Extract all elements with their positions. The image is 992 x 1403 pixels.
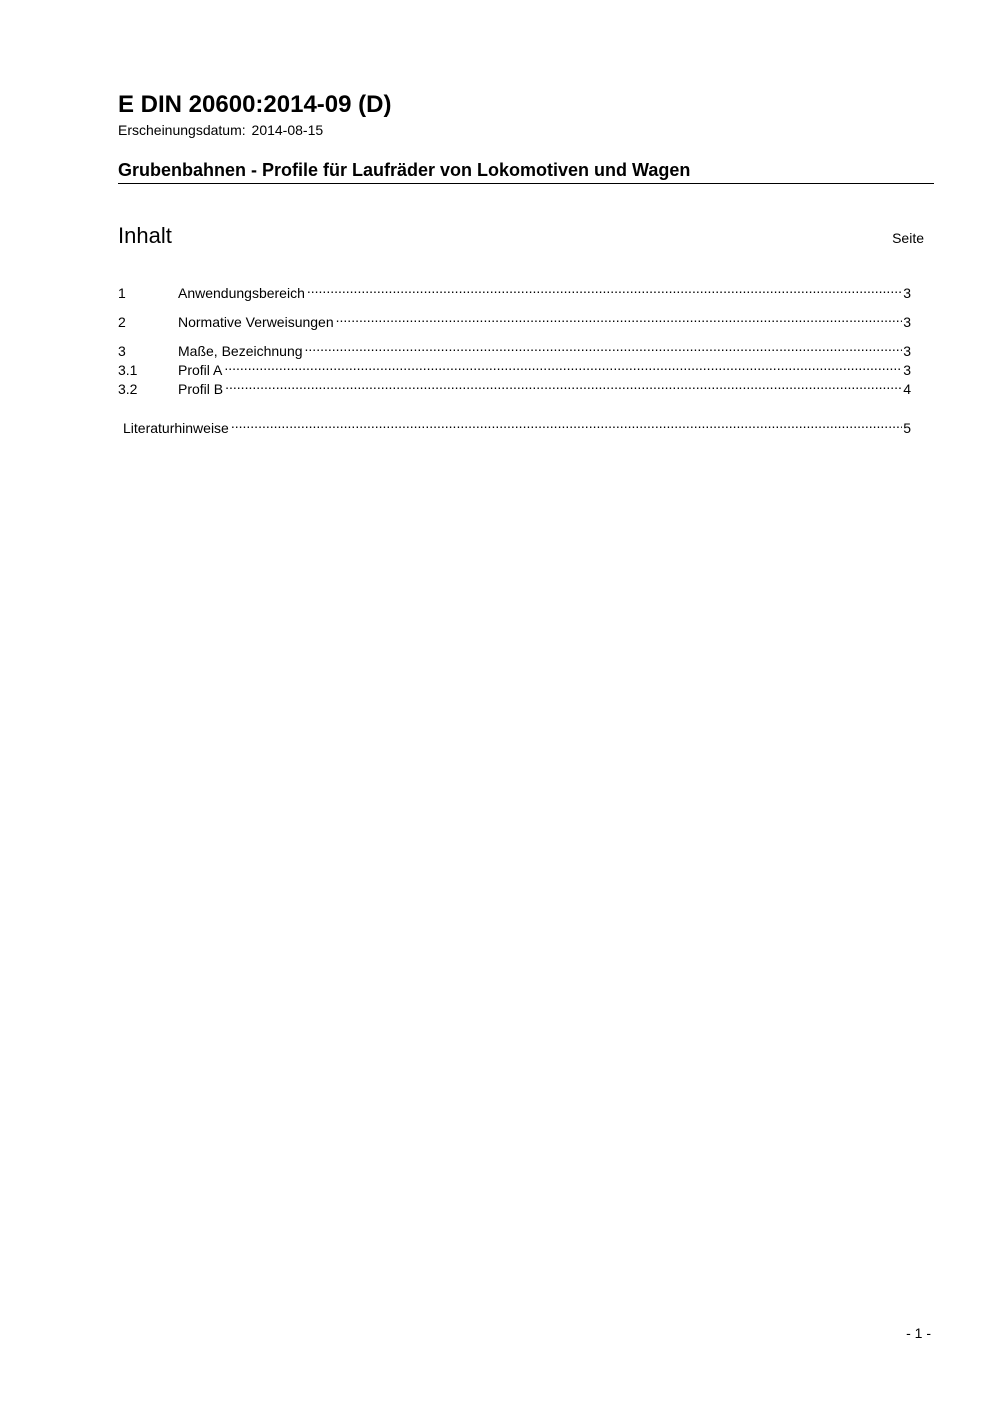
toc-entry[interactable]	[118, 336, 911, 359]
document-title: Grubenbahnen - Profile für Laufräder von Lokomotiven und Wagen	[118, 160, 691, 180]
toc-entry-number: 3.2	[118, 381, 138, 397]
page-number: - 1 -	[906, 1325, 931, 1341]
publication-date-value: 2014-08-15	[251, 122, 324, 138]
toc-entry[interactable]	[118, 355, 911, 378]
toc-entry-label: Maße, Bezeichnung	[178, 343, 303, 359]
toc-dot-leader	[305, 336, 903, 356]
toc-entry-page: 4	[903, 381, 911, 397]
toc-entry-page: 3	[903, 362, 911, 378]
toc-entry-label: Literaturhinweise	[123, 420, 229, 436]
toc-entry-label: Profil A	[178, 362, 223, 378]
toc-entry-page: 5	[903, 420, 911, 436]
toc-heading: Inhalt	[118, 223, 172, 248]
publication-date-label: Erscheinungsdatum:	[118, 122, 246, 138]
toc-entry[interactable]	[118, 374, 911, 397]
toc-dot-leader	[307, 278, 902, 298]
toc-entry-number: 3.1	[118, 362, 138, 378]
toc-entry-literature[interactable]	[118, 413, 911, 436]
toc-entry-label: Normative Verweisungen	[178, 314, 334, 330]
toc-entry-label: Profil B	[178, 381, 224, 397]
toc-entry-number: 3	[118, 343, 126, 359]
title-divider	[118, 183, 934, 184]
toc-entry-page: 3	[903, 343, 911, 359]
toc-entry-page: 3	[903, 285, 911, 301]
toc-entry-number: 1	[118, 285, 126, 301]
toc-entry[interactable]	[118, 307, 911, 330]
toc-dot-leader	[231, 413, 902, 433]
toc-entry-label: Anwendungsbereich	[178, 285, 305, 301]
toc-entry[interactable]	[118, 278, 911, 301]
toc-dot-leader	[224, 355, 902, 375]
toc-entry-number: 2	[118, 314, 126, 330]
document-id: E DIN 20600:2014-09 (D)	[118, 91, 392, 118]
publication-date	[118, 121, 323, 139]
toc-dot-leader	[225, 374, 902, 394]
toc-page-column-label: Seite	[892, 230, 924, 246]
toc-dot-leader	[336, 307, 903, 327]
toc-entry-page: 3	[903, 314, 911, 330]
